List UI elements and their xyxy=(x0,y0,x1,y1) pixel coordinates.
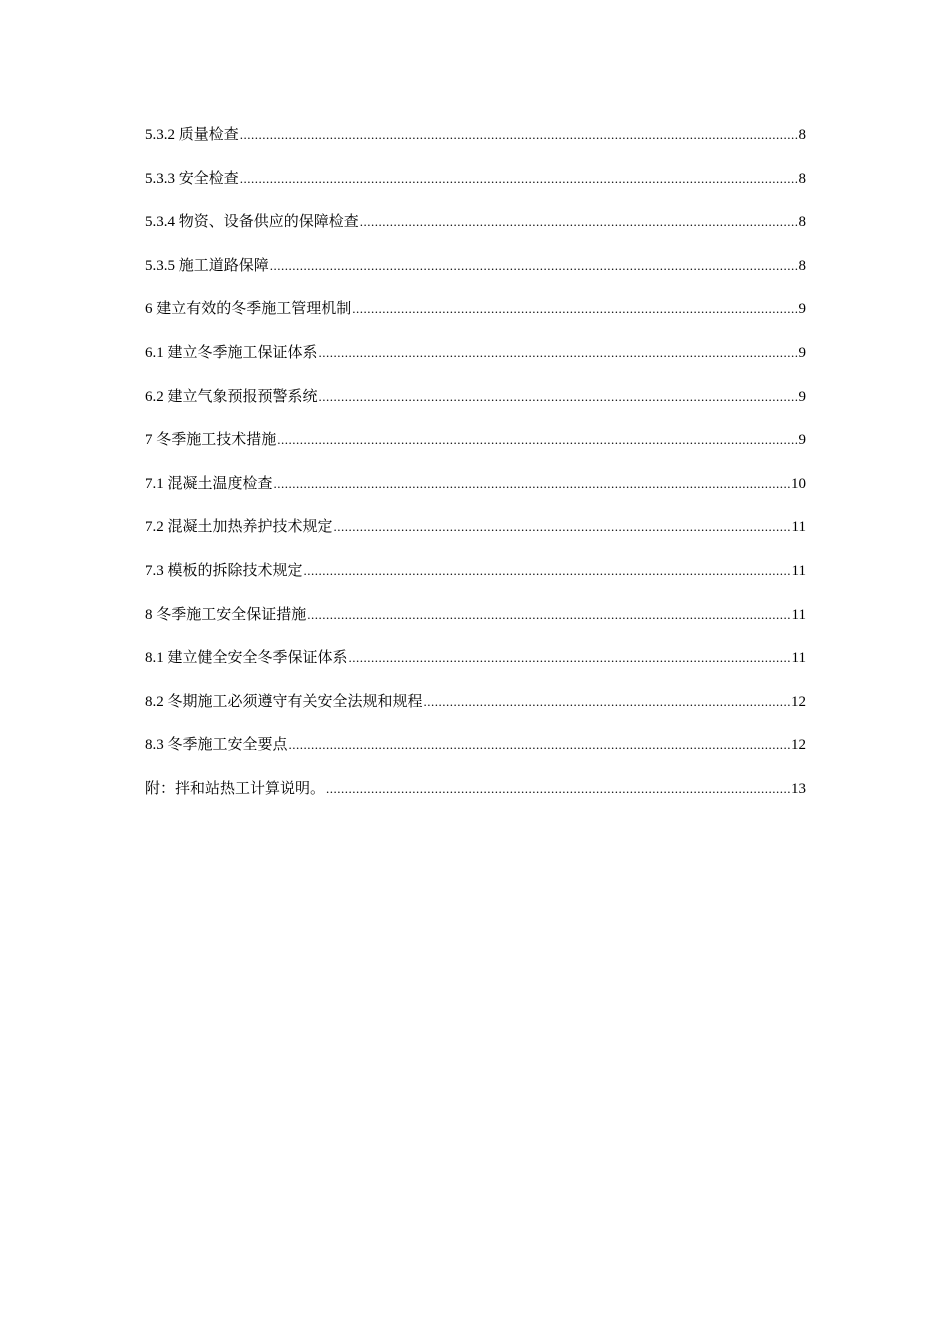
toc-entry-page: 8 xyxy=(798,127,806,143)
toc-entry-page: 12 xyxy=(791,737,806,754)
toc-entry-title: 5.3.5 施工道路保障 xyxy=(145,257,269,274)
toc-dot-leader xyxy=(270,255,798,277)
toc-entry-page: 8 xyxy=(798,214,806,231)
toc-entry[interactable] xyxy=(145,298,806,342)
toc-entry[interactable] xyxy=(145,734,806,778)
toc-entry[interactable] xyxy=(145,124,806,168)
toc-dot-leader xyxy=(319,386,798,408)
toc-entry[interactable] xyxy=(145,168,806,212)
toc-entry-title: 5.3.4 物资、设备供应的保障检查 xyxy=(145,214,359,231)
toc-entry[interactable] xyxy=(145,560,806,604)
toc-entry-title: 附：拌和站热工计算说明。 xyxy=(145,780,326,797)
toc-entry[interactable] xyxy=(145,691,806,735)
toc-entry[interactable] xyxy=(145,211,806,255)
toc-dot-leader xyxy=(240,124,798,146)
toc-entry-title: 7.2 混凝土加热养护技术规定 xyxy=(145,519,333,536)
toc-entry-title: 6 建立有效的冬季施工管理机制 xyxy=(145,301,352,318)
toc-dot-leader xyxy=(360,211,798,233)
toc-dot-leader xyxy=(274,473,790,495)
toc-entry-title: 7.1 混凝土温度检查 xyxy=(145,475,273,492)
toc-entry[interactable] xyxy=(145,647,806,691)
toc-entry-title: 7.3 模板的拆除技术规定 xyxy=(145,562,303,579)
toc-entry-page: 12 xyxy=(791,693,806,710)
toc-entry-title: 8.3 冬季施工安全要点 xyxy=(145,737,288,754)
toc-dot-leader xyxy=(349,647,791,669)
toc-dot-leader xyxy=(334,516,791,538)
toc-entry-title: 8 冬季施工安全保证措施 xyxy=(145,606,307,623)
toc-entry-page: 9 xyxy=(798,432,806,449)
toc-dot-leader xyxy=(289,734,790,756)
toc-entry-page: 11 xyxy=(791,562,806,579)
toc-entry-page: 9 xyxy=(798,388,806,405)
toc-entry-title: 8.2 冬期施工必须遵守有关安全法规和规程 xyxy=(145,693,423,710)
toc-entry[interactable] xyxy=(145,604,806,648)
toc-entry-page: 10 xyxy=(791,475,806,492)
toc-entry-title: 5.3.2 质量检查 xyxy=(145,127,239,143)
toc-entry[interactable] xyxy=(145,342,806,386)
toc-entry[interactable] xyxy=(145,429,806,473)
toc-entry[interactable] xyxy=(145,473,806,517)
toc-dot-leader xyxy=(307,604,790,626)
toc-entry-title: 6.2 建立气象预报预警系统 xyxy=(145,388,318,405)
toc-entry-title: 6.1 建立冬季施工保证体系 xyxy=(145,344,318,361)
toc-entry-page: 13 xyxy=(791,780,806,797)
toc-entry-page: 9 xyxy=(798,301,806,318)
toc-dot-leader xyxy=(326,778,790,800)
toc-entry[interactable] xyxy=(145,255,806,299)
toc-entry-page: 11 xyxy=(791,606,806,623)
toc-entry-page: 11 xyxy=(791,519,806,536)
toc-entry[interactable] xyxy=(145,778,806,822)
toc-entry-title: 5.3.3 安全检查 xyxy=(145,170,239,187)
toc-entry-title: 8.1 建立健全安全冬季保证体系 xyxy=(145,650,348,667)
toc-dot-leader xyxy=(304,560,791,582)
toc-entry-page: 11 xyxy=(791,650,806,667)
toc-entry-page: 8 xyxy=(798,170,806,187)
table-of-contents xyxy=(145,124,806,822)
toc-dot-leader xyxy=(277,429,797,451)
toc-entry[interactable] xyxy=(145,516,806,560)
toc-entry-page: 9 xyxy=(798,344,806,361)
toc-entry[interactable] xyxy=(145,386,806,430)
toc-entry-page: 8 xyxy=(798,257,806,274)
toc-dot-leader xyxy=(240,168,798,190)
toc-dot-leader xyxy=(352,298,797,320)
toc-dot-leader xyxy=(319,342,798,364)
toc-entry-title: 7 冬季施工技术措施 xyxy=(145,432,277,449)
toc-dot-leader xyxy=(424,691,790,713)
